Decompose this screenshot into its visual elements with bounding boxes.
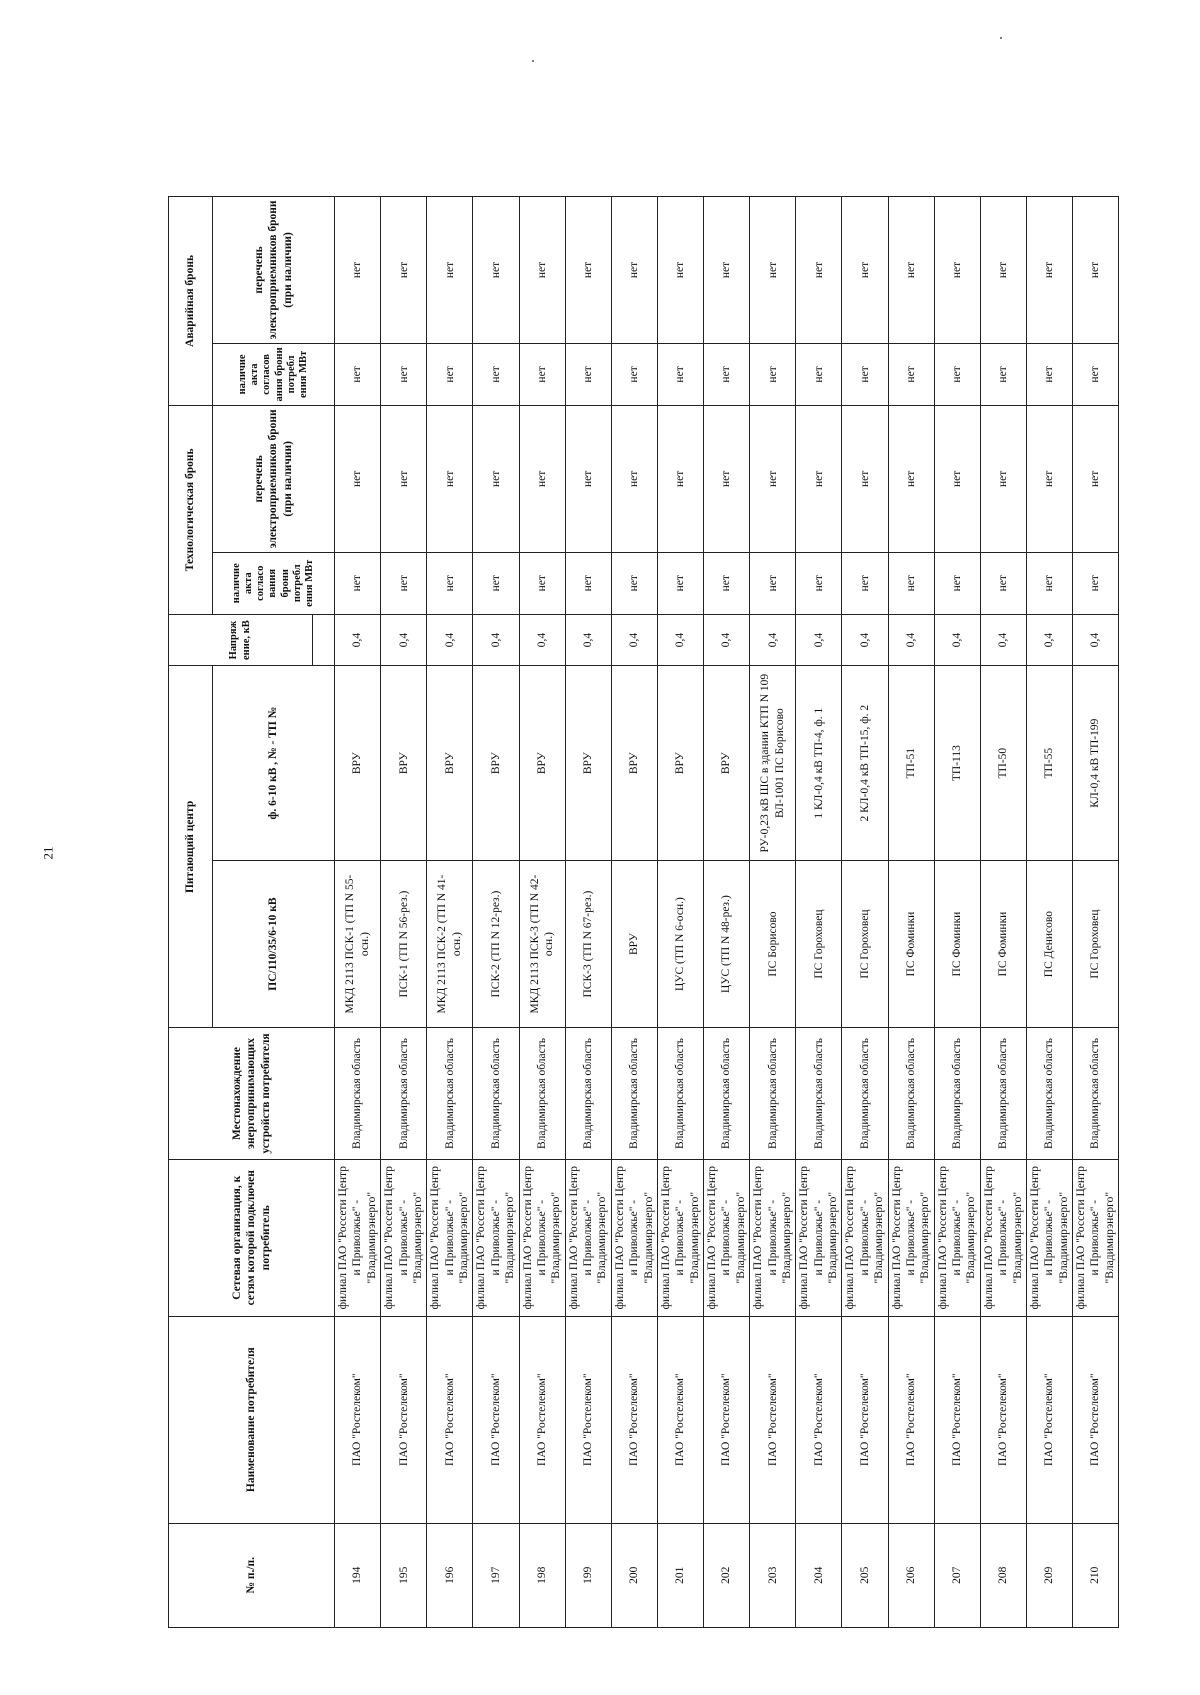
header-consumer: Наименование потребителя <box>169 1316 335 1523</box>
cell-avar-list: нет <box>519 197 565 344</box>
cell-avar-act: нет <box>335 343 381 405</box>
cell-grid-org: филиал ПАО "Россети Центр и Приволжье" - "Владимирэнерго" <box>335 1159 381 1316</box>
cell-tech-list: нет <box>519 405 565 552</box>
cell-avar-list: нет <box>842 197 888 344</box>
cell-grid-org: филиал ПАО "Россети Центр и Приволжье" - "Владимирэнерго" <box>842 1159 888 1316</box>
cell-ps: ПС Фоминки <box>934 860 980 1028</box>
header-voltage: Напряж ение, кВ <box>169 614 313 666</box>
cell-avar-act: нет <box>796 343 842 405</box>
cell-feeder: ВРУ <box>611 666 657 860</box>
cell-grid-org: филиал ПАО "Россети Центр и Приволжье" - "Владимирэнерго" <box>473 1159 519 1316</box>
cell-ps: ПСК-3 (ТП N 67-рез.) <box>565 860 611 1028</box>
cell-avar-act: нет <box>381 343 427 405</box>
cell-avar-list: нет <box>427 197 473 344</box>
cell-consumer: ПАО "Ростелеком" <box>565 1316 611 1523</box>
cell-tech-list: нет <box>888 405 934 552</box>
header-avar-bron: Аварийная бронь <box>169 197 213 406</box>
cell-ps: ПСК-1 (ТП N 56-рез.) <box>381 860 427 1028</box>
cell-feeder: ТП-50 <box>980 666 1026 860</box>
cell-ps: ПС Денисово <box>1026 860 1072 1028</box>
cell-feeder: ВРУ <box>704 666 750 860</box>
cell-location: Владимирская область <box>657 1028 703 1159</box>
cell-location: Владимирская область <box>934 1028 980 1159</box>
cell-consumer: ПАО "Ростелеком" <box>611 1316 657 1523</box>
table-row <box>519 197 565 1628</box>
cell-voltage: 0,4 <box>519 614 565 666</box>
cell-tech-act: нет <box>934 552 980 614</box>
cell-num: 204 <box>796 1523 842 1627</box>
cell-consumer: ПАО "Ростелеком" <box>381 1316 427 1523</box>
cell-grid-org: филиал ПАО "Россети Центр и Приволжье" - "Владимирэнерго" <box>796 1159 842 1316</box>
cell-voltage: 0,4 <box>1073 614 1119 666</box>
cell-tech-act: нет <box>888 552 934 614</box>
cell-tech-act: нет <box>427 552 473 614</box>
cell-ps: ПС Фоминки <box>980 860 1026 1028</box>
cell-tech-list: нет <box>796 405 842 552</box>
cell-tech-list: нет <box>381 405 427 552</box>
cell-location: Владимирская область <box>565 1028 611 1159</box>
cell-avar-act: нет <box>657 343 703 405</box>
cell-consumer: ПАО "Ростелеком" <box>1026 1316 1072 1523</box>
cell-num: 201 <box>657 1523 703 1627</box>
table-row <box>980 197 1026 1628</box>
cell-feeder: ТП-51 <box>888 666 934 860</box>
scan-speck <box>1000 37 1002 39</box>
cell-tech-list: нет <box>1026 405 1072 552</box>
cell-voltage: 0,4 <box>1026 614 1072 666</box>
cell-avar-act: нет <box>842 343 888 405</box>
reservation-table <box>168 196 1119 1628</box>
cell-location: Владимирская область <box>796 1028 842 1159</box>
cell-avar-list: нет <box>934 197 980 344</box>
cell-feeder: ВРУ <box>427 666 473 860</box>
table-row <box>888 197 934 1628</box>
cell-avar-act: нет <box>565 343 611 405</box>
cell-avar-act: нет <box>473 343 519 405</box>
cell-voltage: 0,4 <box>750 614 796 666</box>
cell-avar-act: нет <box>934 343 980 405</box>
table-row <box>565 197 611 1628</box>
cell-tech-list: нет <box>335 405 381 552</box>
cell-tech-list: нет <box>750 405 796 552</box>
cell-location: Владимирская область <box>335 1028 381 1159</box>
cell-consumer: ПАО "Ростелеком" <box>980 1316 1026 1523</box>
cell-avar-list: нет <box>473 197 519 344</box>
cell-grid-org: филиал ПАО "Россети Центр и Приволжье" - "Владимирэнерго" <box>704 1159 750 1316</box>
header-avar-act: наличие акта согласов ания брони потребл ения МВт <box>213 343 335 405</box>
cell-feeder: ВРУ <box>565 666 611 860</box>
cell-voltage: 0,4 <box>842 614 888 666</box>
cell-location: Владимирская область <box>888 1028 934 1159</box>
cell-consumer: ПАО "Ростелеком" <box>657 1316 703 1523</box>
cell-num: 208 <box>980 1523 1026 1627</box>
cell-avar-act: нет <box>704 343 750 405</box>
cell-ps: ЦУС (ТП N 48-рез.) <box>704 860 750 1028</box>
cell-voltage: 0,4 <box>796 614 842 666</box>
cell-feeder: ВРУ <box>381 666 427 860</box>
scan-speck <box>532 60 534 62</box>
cell-avar-act: нет <box>1026 343 1072 405</box>
table-row <box>796 197 842 1628</box>
cell-voltage: 0,4 <box>565 614 611 666</box>
table-row <box>473 197 519 1628</box>
cell-tech-list: нет <box>1073 405 1119 552</box>
cell-location: Владимирская область <box>473 1028 519 1159</box>
cell-avar-act: нет <box>750 343 796 405</box>
cell-grid-org: филиал ПАО "Россети Центр и Приволжье" - "Владимирэнерго" <box>657 1159 703 1316</box>
cell-voltage: 0,4 <box>427 614 473 666</box>
cell-avar-list: нет <box>381 197 427 344</box>
cell-tech-act: нет <box>335 552 381 614</box>
cell-avar-list: нет <box>750 197 796 344</box>
cell-consumer: ПАО "Ростелеком" <box>888 1316 934 1523</box>
page-number: 21 <box>40 846 56 860</box>
header-tech-bron: Технологическая бронь <box>169 405 213 614</box>
table-row <box>842 197 888 1628</box>
table-row <box>611 197 657 1628</box>
cell-avar-list: нет <box>335 197 381 344</box>
cell-tech-list: нет <box>565 405 611 552</box>
cell-tech-list: нет <box>934 405 980 552</box>
table-row <box>1026 197 1072 1628</box>
cell-tech-list: нет <box>704 405 750 552</box>
cell-location: Владимирская область <box>1073 1028 1119 1159</box>
cell-tech-act: нет <box>473 552 519 614</box>
header-feeding-center: Питающий центр <box>169 666 213 1028</box>
cell-grid-org: филиал ПАО "Россети Центр и Приволжье" - "Владимирэнерго" <box>1026 1159 1072 1316</box>
header-avar-list: перечень электроприемников брони (при наличии) <box>213 197 335 344</box>
cell-location: Владимирская область <box>750 1028 796 1159</box>
cell-avar-list: нет <box>1073 197 1119 344</box>
cell-num: 195 <box>381 1523 427 1627</box>
cell-ps: ПСК-2 (ТП N 12-рез.) <box>473 860 519 1028</box>
cell-num: 205 <box>842 1523 888 1627</box>
cell-num: 202 <box>704 1523 750 1627</box>
cell-tech-list: нет <box>842 405 888 552</box>
table-row <box>704 197 750 1628</box>
cell-voltage: 0,4 <box>934 614 980 666</box>
cell-num: 197 <box>473 1523 519 1627</box>
table-row <box>657 197 703 1628</box>
cell-grid-org: филиал ПАО "Россети Центр и Приволжье" - "Владимирэнерго" <box>934 1159 980 1316</box>
table-rotated-container <box>168 196 1116 1628</box>
table-row <box>381 197 427 1628</box>
cell-tech-act: нет <box>565 552 611 614</box>
cell-consumer: ПАО "Ростелеком" <box>750 1316 796 1523</box>
cell-ps: ПС Гороховец <box>1073 860 1119 1028</box>
cell-tech-list: нет <box>657 405 703 552</box>
cell-tech-act: нет <box>1073 552 1119 614</box>
cell-location: Владимирская область <box>704 1028 750 1159</box>
cell-tech-list: нет <box>980 405 1026 552</box>
header-voltage-blank <box>313 614 335 666</box>
cell-tech-act: нет <box>381 552 427 614</box>
cell-grid-org: филиал ПАО "Россети Центр и Приволжье" - "Владимирэнерго" <box>980 1159 1026 1316</box>
cell-tech-act: нет <box>519 552 565 614</box>
cell-num: 198 <box>519 1523 565 1627</box>
cell-avar-list: нет <box>611 197 657 344</box>
cell-tech-act: нет <box>704 552 750 614</box>
cell-avar-list: нет <box>565 197 611 344</box>
cell-avar-act: нет <box>980 343 1026 405</box>
cell-avar-list: нет <box>888 197 934 344</box>
cell-tech-list: нет <box>611 405 657 552</box>
cell-tech-list: нет <box>473 405 519 552</box>
table-row <box>427 197 473 1628</box>
cell-voltage: 0,4 <box>335 614 381 666</box>
cell-grid-org: филиал ПАО "Россети Центр и Приволжье" - "Владимирэнерго" <box>565 1159 611 1316</box>
cell-ps: ПС Гороховец <box>796 860 842 1028</box>
cell-feeder: 2 КЛ-0,4 кВ ТП-15, ф. 2 <box>842 666 888 860</box>
cell-avar-act: нет <box>1073 343 1119 405</box>
cell-feeder: ТП-55 <box>1026 666 1072 860</box>
cell-consumer: ПАО "Ростелеком" <box>796 1316 842 1523</box>
cell-feeder: ВРУ <box>335 666 381 860</box>
cell-avar-list: нет <box>1026 197 1072 344</box>
table-row <box>1073 197 1119 1628</box>
cell-tech-list: нет <box>427 405 473 552</box>
header-ps: ПС/110/35/6-10 кВ <box>213 860 335 1028</box>
cell-grid-org: филиал ПАО "Россети Центр и Приволжье" - "Владимирэнерго" <box>888 1159 934 1316</box>
cell-grid-org: филиал ПАО "Россети Центр и Приволжье" - "Владимирэнерго" <box>519 1159 565 1316</box>
cell-avar-act: нет <box>888 343 934 405</box>
cell-grid-org: филиал ПАО "Россети Центр и Приволжье" - "Владимирэнерго" <box>381 1159 427 1316</box>
cell-consumer: ПАО "Ростелеком" <box>842 1316 888 1523</box>
cell-ps: ВРУ <box>611 860 657 1028</box>
cell-location: Владимирская область <box>980 1028 1026 1159</box>
cell-location: Владимирская область <box>1026 1028 1072 1159</box>
cell-location: Владимирская область <box>842 1028 888 1159</box>
cell-avar-list: нет <box>704 197 750 344</box>
cell-num: 194 <box>335 1523 381 1627</box>
cell-consumer: ПАО "Ростелеком" <box>704 1316 750 1523</box>
cell-num: 196 <box>427 1523 473 1627</box>
cell-feeder: ВРУ <box>657 666 703 860</box>
cell-grid-org: филиал ПАО "Россети Центр и Приволжье" - "Владимирэнерго" <box>611 1159 657 1316</box>
cell-ps: ПС Гороховец <box>842 860 888 1028</box>
cell-tech-act: нет <box>1026 552 1072 614</box>
header-tech-list: перечень электроприемников брони (при наличии) <box>213 405 335 552</box>
cell-grid-org: филиал ПАО "Россети Центр и Приволжье" - "Владимирэнерго" <box>750 1159 796 1316</box>
cell-avar-list: нет <box>796 197 842 344</box>
cell-voltage: 0,4 <box>473 614 519 666</box>
cell-consumer: ПАО "Ростелеком" <box>473 1316 519 1523</box>
table-row <box>750 197 796 1628</box>
cell-avar-list: нет <box>657 197 703 344</box>
cell-ps: МКД 2113 ПСК-1 (ТП N 55-осн.) <box>335 860 381 1028</box>
header-feeder: ф. 6-10 кВ , № - ТП № <box>213 666 335 860</box>
cell-voltage: 0,4 <box>704 614 750 666</box>
cell-ps: МКД 2113 ПСК-2 (ТП N 41-осн.) <box>427 860 473 1028</box>
cell-voltage: 0,4 <box>657 614 703 666</box>
cell-avar-act: нет <box>427 343 473 405</box>
cell-avar-act: нет <box>611 343 657 405</box>
header-location: Местонахождение энергопринимающих устройств потребителя <box>169 1028 335 1159</box>
cell-tech-act: нет <box>980 552 1026 614</box>
cell-grid-org: филиал ПАО "Россети Центр и Приволжье" - "Владимирэнерго" <box>427 1159 473 1316</box>
cell-voltage: 0,4 <box>611 614 657 666</box>
table-body <box>335 197 1119 1628</box>
cell-consumer: ПАО "Ростелеком" <box>335 1316 381 1523</box>
cell-ps: ПС Фоминки <box>888 860 934 1028</box>
cell-location: Владимирская область <box>519 1028 565 1159</box>
header-tech-act: наличие акта согласо вания брони потребл ения МВт <box>213 552 335 614</box>
cell-ps: ЦУС (ТП N 6-осн.) <box>657 860 703 1028</box>
cell-feeder: ВРУ <box>519 666 565 860</box>
cell-location: Владимирская область <box>427 1028 473 1159</box>
cell-feeder: КЛ-0,4 кВ ТП-199 <box>1073 666 1119 860</box>
cell-ps: ПС Борисово <box>750 860 796 1028</box>
cell-consumer: ПАО "Ростелеком" <box>427 1316 473 1523</box>
cell-feeder: РУ-0,23 кВ ШС в здании КТП N 109 ВЛ-1001 ПС Борисово <box>750 666 796 860</box>
cell-tech-act: нет <box>842 552 888 614</box>
cell-tech-act: нет <box>657 552 703 614</box>
cell-location: Владимирская область <box>381 1028 427 1159</box>
table-row <box>934 197 980 1628</box>
cell-feeder: 1 КЛ-0,4 кВ ТП-4, ф. 1 <box>796 666 842 860</box>
cell-feeder: ВРУ <box>473 666 519 860</box>
cell-voltage: 0,4 <box>381 614 427 666</box>
cell-num: 207 <box>934 1523 980 1627</box>
table-row <box>335 197 381 1628</box>
header-num: № п./п. <box>169 1523 335 1627</box>
cell-avar-list: нет <box>980 197 1026 344</box>
cell-num: 200 <box>611 1523 657 1627</box>
cell-location: Владимирская область <box>611 1028 657 1159</box>
cell-consumer: ПАО "Ростелеком" <box>519 1316 565 1523</box>
cell-ps: МКД 2113 ПСК-3 (ТП N 42-осн.) <box>519 860 565 1028</box>
cell-num: 206 <box>888 1523 934 1627</box>
cell-tech-act: нет <box>611 552 657 614</box>
cell-num: 210 <box>1073 1523 1119 1627</box>
cell-num: 209 <box>1026 1523 1072 1627</box>
cell-voltage: 0,4 <box>888 614 934 666</box>
cell-tech-act: нет <box>796 552 842 614</box>
cell-tech-act: нет <box>750 552 796 614</box>
cell-num: 199 <box>565 1523 611 1627</box>
cell-num: 203 <box>750 1523 796 1627</box>
cell-voltage: 0,4 <box>980 614 1026 666</box>
cell-feeder: ТП-113 <box>934 666 980 860</box>
cell-grid-org: филиал ПАО "Россети Центр и Приволжье" - "Владимирэнерго" <box>1073 1159 1119 1316</box>
cell-avar-act: нет <box>519 343 565 405</box>
header-grid-org: Сетевая организация, к сетям которой подключен потребитель <box>169 1159 335 1316</box>
cell-consumer: ПАО "Ростелеком" <box>1073 1316 1119 1523</box>
cell-consumer: ПАО "Ростелеком" <box>934 1316 980 1523</box>
